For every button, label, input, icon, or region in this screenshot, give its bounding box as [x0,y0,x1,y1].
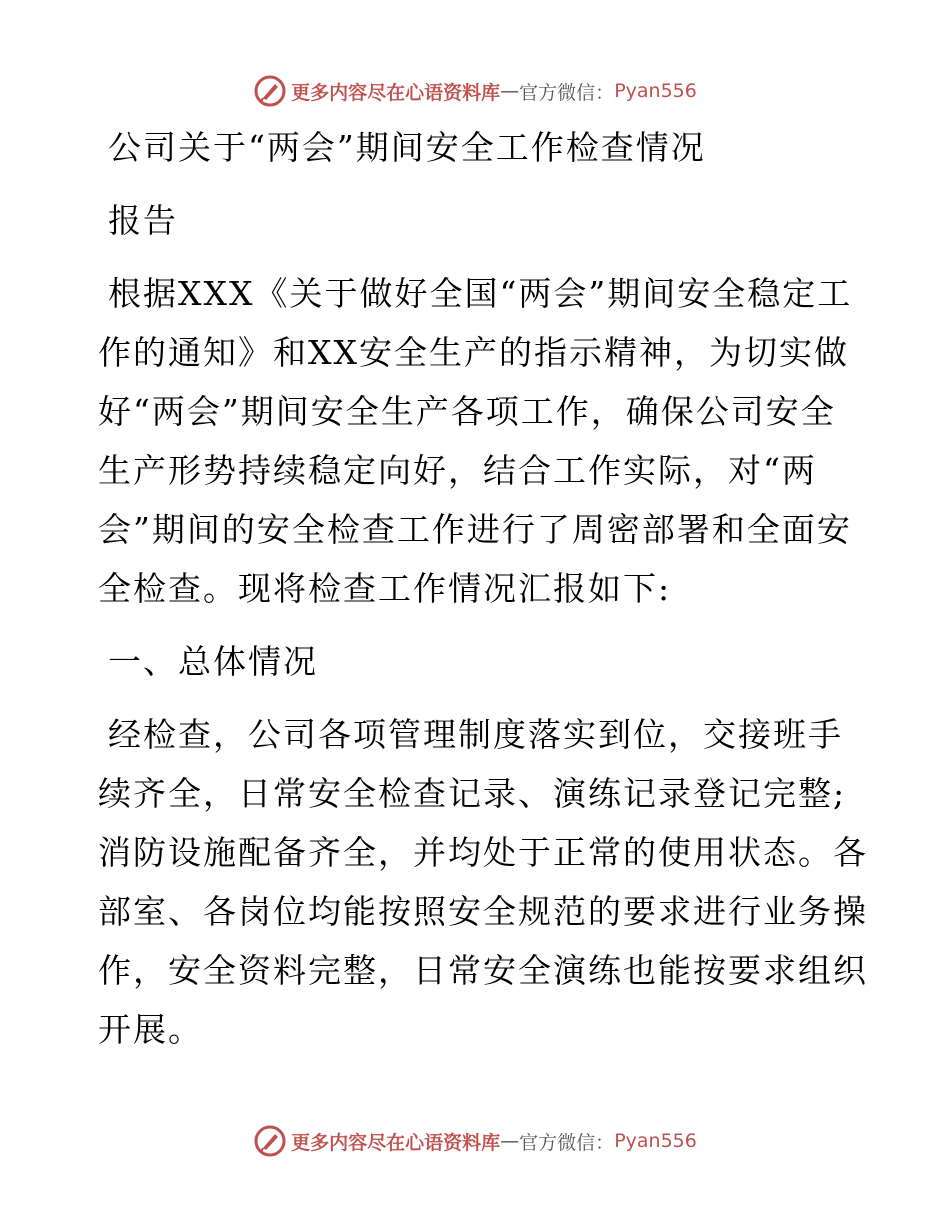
footer-watermark [0,1124,950,1158]
watermark-account: Pyan556 [614,80,697,102]
watermark-account: Pyan556 [614,1130,697,1152]
watermark-main-text: 更多内容尽在心语资料库 [291,81,501,104]
intro-line-3: 好“两会”期间安全生产各项工作，确保公司安全 [98,392,836,431]
section1-line-3: 消防设施配备齐全，并均处于正常的使用状态。各 [98,833,868,872]
section1-line-2: 续齐全，日常安全检查记录、演练记录登记完整; [98,774,847,813]
header-watermark [0,74,950,108]
section1-line-6: 开展。 [98,1010,203,1049]
feather-pen-logo-icon [253,1124,287,1158]
section1-line-5: 作，安全资料完整，日常安全演练也能按要求组织 [98,951,868,990]
doc-title-line-1: 公司关于“两会”期间安全工作检查情况 [108,128,706,167]
watermark-official-label: 官方微信： [519,1131,615,1154]
watermark-official-label: 官方微信： [519,81,615,104]
watermark-dash: — [500,1130,520,1152]
feather-pen-logo-icon [253,74,287,108]
intro-line-5: 会”期间的安全检查工作进行了周密部署和全面安 [98,510,852,549]
intro-line-1: 根据XXX《关于做好全国“两会”期间安全稳定工 [108,274,853,313]
section1-line-1: 经检查，公司各项管理制度落实到位，交接班手 [108,715,843,754]
doc-title-line-2: 报告 [108,201,178,240]
watermark-dash: — [500,80,520,102]
document-body [98,118,868,1059]
intro-line-6: 全检查。现将检查工作情况汇报如下: [98,569,672,608]
intro-line-2: 作的通知》和XX安全生产的指示精神，为切实做 [98,333,849,372]
section-heading-1: 一、总体情况 [108,642,318,681]
intro-line-4: 生产形势持续稳定向好，结合工作实际，对“两 [98,451,817,490]
watermark-main-text: 更多内容尽在心语资料库 [291,1131,501,1154]
section1-line-4: 部室、各岗位均能按照安全规范的要求进行业务操 [98,892,868,931]
